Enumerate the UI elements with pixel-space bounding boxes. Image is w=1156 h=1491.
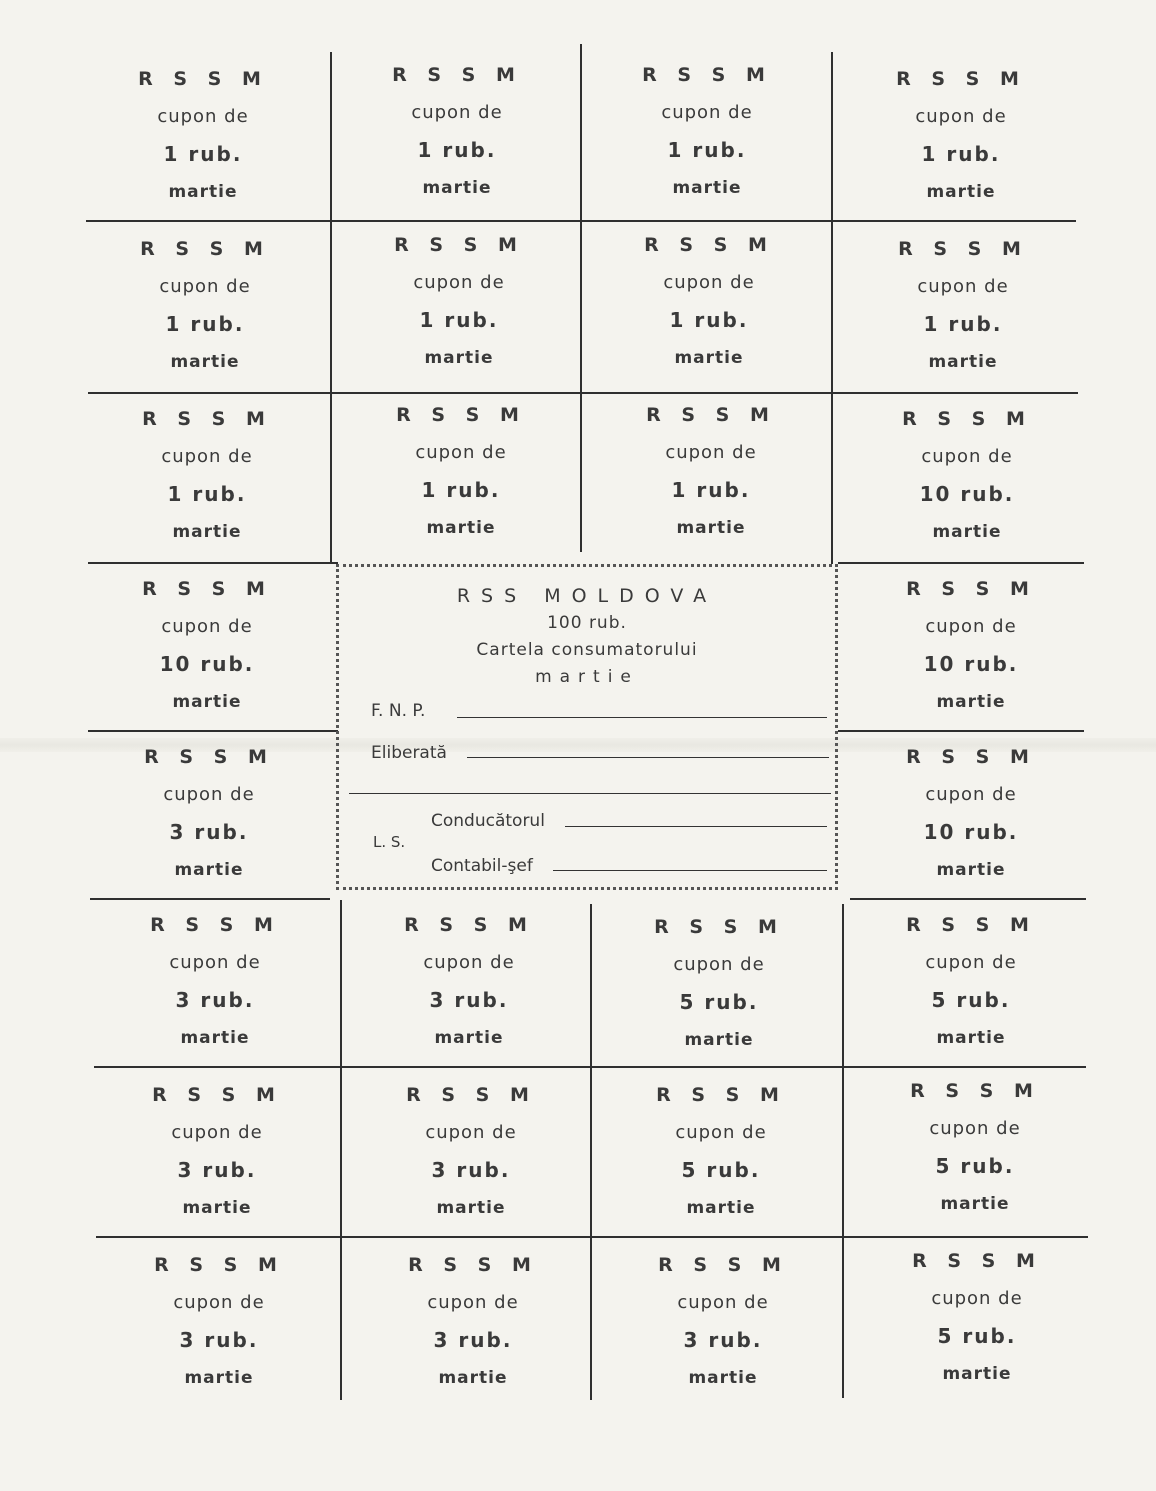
coupon-label: cupon de	[423, 952, 515, 973]
coupon-value: 10 rub.	[923, 820, 1019, 844]
coupon-title: R S S M	[910, 1080, 1040, 1102]
coupon	[82, 560, 332, 730]
coupon-label: cupon de	[917, 276, 1009, 297]
coupon-month: martie	[936, 692, 1006, 712]
coupon-value: 1 rub.	[419, 308, 499, 332]
coupon-title: R S S M	[906, 914, 1036, 936]
issued-line	[467, 757, 829, 758]
coupon-label: cupon de	[415, 442, 507, 463]
coupon-label: cupon de	[425, 1122, 517, 1143]
coupon-value: 3 rub.	[175, 988, 255, 1012]
coupon	[92, 1066, 342, 1236]
coupon-label: cupon de	[921, 446, 1013, 467]
coupon-value: 3 rub.	[429, 988, 509, 1012]
consumer-card	[336, 564, 838, 890]
coupon	[90, 896, 340, 1066]
coupon-title: R S S M	[912, 1250, 1042, 1272]
coupon-label: cupon de	[159, 276, 251, 297]
coupon-label: cupon de	[169, 952, 261, 973]
coupon-month: martie	[676, 518, 746, 538]
coupon	[850, 1062, 1100, 1232]
coupon-value: 3 rub.	[683, 1328, 763, 1352]
coupon	[846, 560, 1096, 730]
coupon-label: cupon de	[915, 106, 1007, 127]
coupon-value: 1 rub.	[167, 482, 247, 506]
coupon	[344, 896, 594, 1066]
coupon	[332, 46, 582, 216]
coupon-label: cupon de	[163, 784, 255, 805]
coupon-label: cupon de	[677, 1292, 769, 1313]
coupon	[836, 50, 1086, 220]
coupon-value: 1 rub.	[165, 312, 245, 336]
coupon	[82, 390, 332, 560]
coupon-title: R S S M	[392, 64, 522, 86]
coupon-title: R S S M	[654, 916, 784, 938]
coupon-value: 10 rub.	[159, 652, 255, 676]
coupon-month: martie	[180, 1028, 250, 1048]
coupon	[582, 46, 832, 216]
fnp-line	[457, 717, 827, 718]
coupon-label: cupon de	[157, 106, 249, 127]
coupon-title: R S S M	[152, 1084, 282, 1106]
card-month: martie	[535, 667, 639, 687]
coupon	[838, 220, 1088, 390]
coupon-label: cupon de	[665, 442, 757, 463]
coupon-title: R S S M	[658, 1254, 788, 1276]
coupon-title: R S S M	[142, 578, 272, 600]
coupon-month: martie	[438, 1368, 508, 1388]
ls-label: L. S.	[373, 833, 406, 851]
coupon-month: martie	[182, 1198, 252, 1218]
coupon-value: 3 rub.	[433, 1328, 513, 1352]
coupon-value: 3 rub.	[169, 820, 249, 844]
coupon-label: cupon de	[925, 952, 1017, 973]
coupon-month: martie	[434, 1028, 504, 1048]
coupon-value: 3 rub.	[177, 1158, 257, 1182]
coupon-title: R S S M	[140, 238, 270, 260]
coupon-label: cupon de	[427, 1292, 519, 1313]
coupon-title: R S S M	[898, 238, 1028, 260]
coupon-title: R S S M	[642, 64, 772, 86]
coupon-value: 1 rub.	[921, 142, 1001, 166]
coupon-title: R S S M	[646, 404, 776, 426]
coupon-month: martie	[674, 348, 744, 368]
coupon-title: R S S M	[142, 408, 272, 430]
coupon-value: 1 rub.	[163, 142, 243, 166]
coupon	[348, 1236, 598, 1406]
coupon	[598, 1236, 848, 1406]
coupon-value: 1 rub.	[667, 138, 747, 162]
coupon	[78, 50, 328, 220]
coupon-value: 1 rub.	[417, 138, 497, 162]
coupon-title: R S S M	[138, 68, 268, 90]
blank-line	[349, 793, 831, 794]
coupon	[334, 216, 584, 386]
coupon-month: martie	[932, 522, 1002, 542]
coupon-month: martie	[422, 178, 492, 198]
coupon	[586, 386, 836, 556]
coupon	[80, 220, 330, 390]
coupon-value: 3 rub.	[179, 1328, 259, 1352]
coupon-title: R S S M	[154, 1254, 284, 1276]
director-line	[565, 826, 827, 827]
coupon-title: R S S M	[656, 1084, 786, 1106]
coupon-month: martie	[174, 860, 244, 880]
accountant-line	[553, 870, 827, 871]
coupon-month: martie	[686, 1198, 756, 1218]
coupon	[846, 896, 1096, 1066]
accountant-label: Contabil-şef	[431, 856, 533, 876]
coupon-month: martie	[688, 1368, 758, 1388]
fnp-label: F. N. P.	[371, 701, 426, 721]
coupon-value: 10 rub.	[919, 482, 1015, 506]
coupon-label: cupon de	[925, 616, 1017, 637]
coupon	[594, 898, 844, 1068]
card-name: Cartela consumatorului	[476, 640, 698, 660]
coupon	[852, 1232, 1102, 1402]
coupon-month: martie	[424, 348, 494, 368]
director-label: Conducătorul	[431, 811, 545, 831]
coupon-label: cupon de	[661, 102, 753, 123]
coupon	[596, 1066, 846, 1236]
coupon-value: 1 rub.	[421, 478, 501, 502]
coupon-value: 5 rub.	[931, 988, 1011, 1012]
coupon-label: cupon de	[161, 446, 253, 467]
coupon-month: martie	[172, 692, 242, 712]
coupon-title: R S S M	[144, 746, 274, 768]
coupon-title: R S S M	[644, 234, 774, 256]
coupon	[336, 386, 586, 556]
coupon-month: martie	[170, 352, 240, 372]
coupon	[846, 728, 1096, 898]
coupon-value: 1 rub.	[923, 312, 1003, 336]
coupon-label: cupon de	[413, 272, 505, 293]
coupon-label: cupon de	[675, 1122, 767, 1143]
coupon-title: R S S M	[896, 68, 1026, 90]
coupon	[842, 390, 1092, 560]
coupon-month: martie	[928, 352, 998, 372]
coupon-value: 10 rub.	[923, 652, 1019, 676]
coupon-month: martie	[942, 1364, 1012, 1384]
coupon-value: 5 rub.	[681, 1158, 761, 1182]
coupon-label: cupon de	[171, 1122, 263, 1143]
coupon-month: martie	[172, 522, 242, 542]
coupon-value: 3 rub.	[431, 1158, 511, 1182]
coupon-label: cupon de	[673, 954, 765, 975]
coupon-month: martie	[940, 1194, 1010, 1214]
coupon-title: R S S M	[404, 914, 534, 936]
coupon-month: martie	[684, 1030, 754, 1050]
coupon	[584, 216, 834, 386]
card-amount: 100 rub.	[547, 613, 627, 633]
coupon-value: 1 rub.	[671, 478, 751, 502]
issued-label: Eliberată	[371, 743, 447, 763]
coupon-month: martie	[936, 1028, 1006, 1048]
coupon-month: martie	[936, 860, 1006, 880]
coupon-month: martie	[168, 182, 238, 202]
coupon-month: martie	[184, 1368, 254, 1388]
coupon-month: martie	[926, 182, 996, 202]
card-title: RSS MOLDOVA	[456, 585, 718, 607]
coupon-title: R S S M	[906, 578, 1036, 600]
coupon	[84, 728, 334, 898]
coupon-label: cupon de	[931, 1288, 1023, 1309]
coupon-title: R S S M	[902, 408, 1032, 430]
coupon-label: cupon de	[161, 616, 253, 637]
coupon-title: R S S M	[150, 914, 280, 936]
coupon-title: R S S M	[396, 404, 526, 426]
coupon	[346, 1066, 596, 1236]
coupon-label: cupon de	[925, 784, 1017, 805]
coupon-value: 5 rub.	[935, 1154, 1015, 1178]
coupon-label: cupon de	[411, 102, 503, 123]
coupon	[94, 1236, 344, 1406]
coupon-label: cupon de	[929, 1118, 1021, 1139]
coupon-value: 1 rub.	[669, 308, 749, 332]
coupon-title: R S S M	[906, 746, 1036, 768]
coupon-value: 5 rub.	[679, 990, 759, 1014]
coupon-title: R S S M	[394, 234, 524, 256]
coupon-month: martie	[426, 518, 496, 538]
coupon-value: 5 rub.	[937, 1324, 1017, 1348]
coupon-title: R S S M	[408, 1254, 538, 1276]
coupon-month: martie	[436, 1198, 506, 1218]
coupon-title: R S S M	[406, 1084, 536, 1106]
coupon-month: martie	[672, 178, 742, 198]
coupon-label: cupon de	[173, 1292, 265, 1313]
coupon-label: cupon de	[663, 272, 755, 293]
